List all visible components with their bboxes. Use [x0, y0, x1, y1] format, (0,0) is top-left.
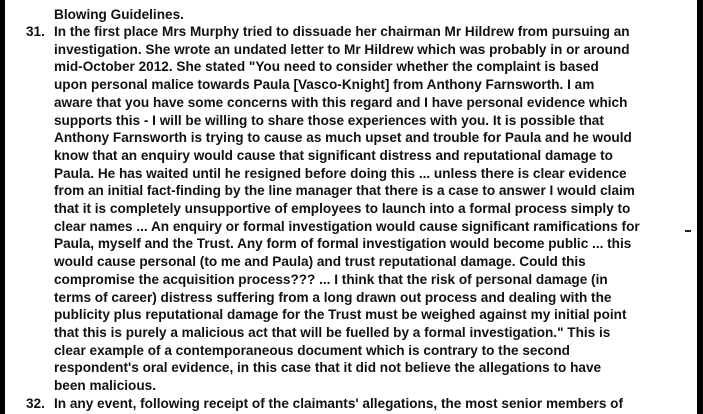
scan-artifact-mark [685, 230, 691, 232]
paragraph-31-line: been malicious. [54, 378, 156, 393]
paragraph-31-line: Paula, myself and the Trust. Any form of formal investigation would become public ... this [54, 236, 632, 252]
paragraph-31-line: aware that you have some concerns with this regard and I have personal evidence which [54, 94, 628, 110]
paragraph-31-line: supports this - I will be willing to share those experiences with you. It is possible that [54, 112, 604, 128]
paragraph-31-line: upon personal malice towards Paula [Vasco-Knight] from Anthony Farnsworth. I am [54, 77, 595, 93]
paragraph-31-line: that it is completely unsupportive of employees to launch into a formal process simply to [54, 201, 631, 216]
paragraph-31-line: Paula. He has waited until he resigned before doing this ... unless there is clear evidence [54, 165, 627, 181]
paragraph-31-line: In the first place Mrs Murphy tried to dissuade her chairman Mr Hildrew from pursuing an [54, 24, 630, 39]
heading-fragment: Blowing Guidelines. [54, 7, 184, 22]
paragraph-31-line: compromise the acquisition process??? ... I think that the risk of personal damage (in [54, 271, 608, 287]
paragraph-31-line: respondent's oral evidence, in this case that it did not believe the allegations to have [54, 360, 602, 376]
paragraph-31-line: publicity plus reputational damage for the Trust must be weighed against my initial point [54, 307, 627, 323]
document-page [5, 0, 697, 414]
paragraph-31-line: Anthony Farnsworth is trying to cause as much upset and trouble for Paula and he would [54, 130, 632, 146]
paragraph-31-line: that this is purely a malicious act that will be fuelled by a formal investigation." This is [54, 324, 611, 340]
paragraph-31-line: clear example of a contemporaneous document which is contrary to the second [54, 342, 570, 358]
paragraph-31-line: mid-October 2012. She stated "You need to consider whether the complaint is based [54, 59, 599, 75]
paragraph-31-line: from an initial fact-finding by the line manager that there is a case to answer I would claim [54, 183, 635, 199]
paragraph-number-31: 31. [26, 24, 45, 39]
paragraph-31-line: clear names ... An enquiry or formal investigation would cause significant ramifications for [54, 218, 640, 234]
paragraph-31-line: know that an enquiry would cause that significant distress and reputational damage to [54, 147, 613, 163]
paragraph-32-line: In any event, following receipt of the claimants' allegations, the most senior members of [54, 395, 624, 411]
paragraph-31-line: investigation. She wrote an undated letter to Mr Hildrew which was probably in or around [54, 41, 630, 57]
paragraph-31-line: would cause personal (to me and Paula) and trust reputational damage. Could this [54, 254, 586, 270]
paragraph-31-line: terms of career) distress suffering from a long drawn out process and dealing with the [54, 289, 612, 305]
paragraph-number-32: 32. [26, 395, 45, 411]
